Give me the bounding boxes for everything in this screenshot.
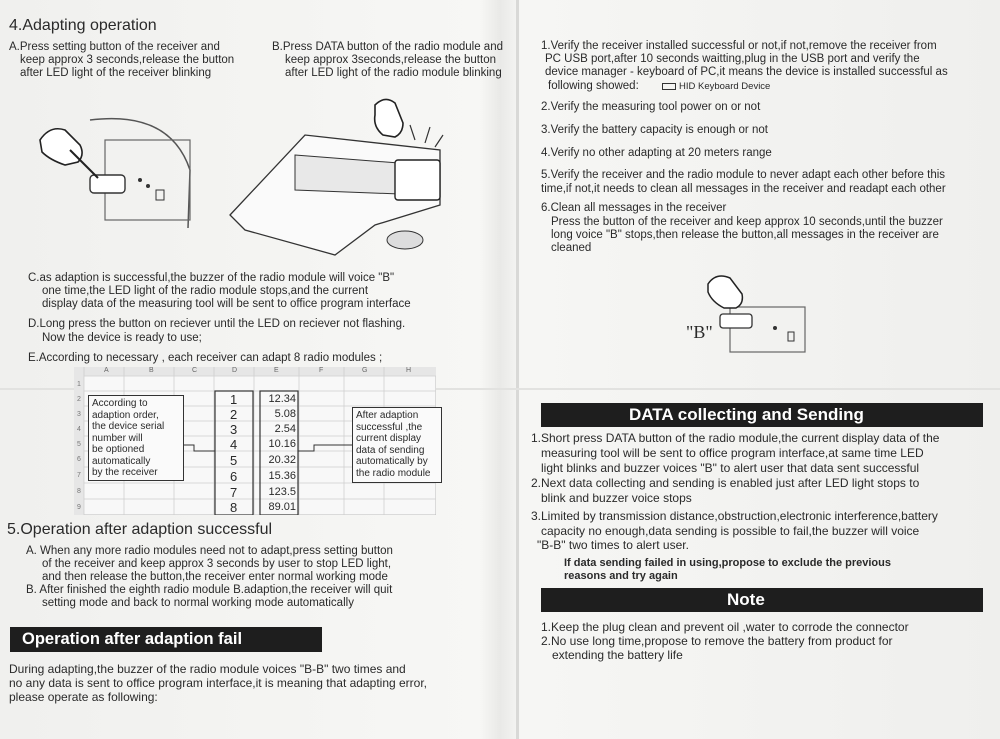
- hand-pointer-icon: [375, 99, 403, 137]
- hand-pointer-icon: [708, 276, 742, 308]
- verify-line: PC USB port,after 10 seconds waitting,plug in the USB port and verify the: [545, 53, 920, 65]
- note-line: the radio module: [356, 467, 431, 479]
- col-header: A: [104, 367, 109, 374]
- order-number: 2: [230, 407, 238, 422]
- data-line: capacity no enough,data sending is possible to fail,the buzzer will voice: [541, 524, 920, 538]
- row-header: 4: [77, 426, 81, 433]
- step-d-line: Now the device is ready to use;: [42, 332, 202, 344]
- section5-title: 5.Operation after adaption successful: [7, 521, 273, 538]
- data-line: 2.Next data collecting and sending is enabled just after LED light stops to: [531, 476, 920, 490]
- hid-label-text: HID Keyboard Device: [679, 81, 771, 92]
- step-c-line: C.as adaption is successful,the buzzer of the radio module will voice "B": [28, 272, 395, 284]
- step-d-line: D.Long press the button on reciever until the LED on reciever not flashing.: [28, 318, 406, 330]
- verify-2: 2.Verify the measuring tool power on or not: [541, 101, 761, 113]
- step-b-line: keep approx 3seconds,release the button: [285, 54, 496, 66]
- s5-line: B. After finished the eighth radio module B.adaption,the receiver will quit: [26, 584, 393, 596]
- clear-receiver-illustration: [680, 272, 810, 357]
- row-header: 6: [77, 456, 81, 463]
- note-line: automatically by: [356, 456, 428, 467]
- verify-line: 5.Verify the receiver and the radio module to never adapt each other before this: [541, 169, 946, 181]
- verify-line: following showed:: [548, 80, 639, 92]
- step-e: E.According to necessary , each receiver can adapt 8 radio modules ;: [28, 352, 383, 364]
- row-header: 1: [77, 381, 81, 388]
- data-line: 3.Limited by transmission distance,obstruction,electronic interference,battery: [531, 509, 938, 523]
- step-a-line: keep approx 3 seconds,release the button: [20, 54, 235, 66]
- receiver-dongle-icon: [720, 314, 752, 328]
- note-1: 1.Keep the plug clean and prevent oil ,water to corrode the connector: [541, 620, 909, 634]
- col-header: B: [149, 367, 154, 374]
- verify-line: Press the button of the receiver and keep approx 10 seconds,until the buzzer: [551, 216, 943, 228]
- s5-line: of the receiver and keep approx 3 seconds by user to stop LED light,: [42, 558, 392, 570]
- fail-line: please operate as following:: [9, 690, 158, 704]
- note-line: number will: [92, 432, 143, 444]
- warning-line: If data sending failed in using,propose to exclude the previous: [564, 557, 891, 569]
- data-line: "B-B" two times to alert user.: [537, 538, 689, 552]
- note-line: After adaption: [356, 410, 419, 421]
- note-line: extending the battery life: [552, 648, 683, 662]
- measured-value: 123.5: [268, 486, 296, 498]
- note-serial-number: [88, 395, 184, 481]
- fold-line-vertical: [516, 0, 519, 739]
- col-header: H: [406, 367, 412, 374]
- note-section-banner: [541, 588, 983, 612]
- s5-line: and then release the button,the receiver enter normal working mode: [42, 571, 388, 583]
- row-header: 7: [77, 472, 81, 479]
- fail-line: no any data is sent to office program interface,it is meaning that adapting error,: [9, 676, 428, 690]
- row-header: 5: [77, 441, 81, 448]
- data-line: blink and buzzer voice stops: [541, 491, 692, 505]
- note-line: adaption order,: [92, 409, 159, 421]
- note-line: According to: [92, 398, 148, 409]
- led-blink-icon: [410, 125, 443, 147]
- verify-line: time,if not,it needs to clean all messages in the receiver and readapt each other: [541, 183, 946, 195]
- step-a-line: after LED light of the receiver blinking: [20, 67, 212, 79]
- data-section-banner: [541, 403, 983, 427]
- row-header: 3: [77, 411, 81, 418]
- data-line: measuring tool will be sent to office program interface,at same time LED: [541, 446, 924, 460]
- receiver-dongle-icon: [90, 175, 125, 193]
- note-title: Note: [727, 590, 765, 609]
- s5-line: setting mode and back to normal working mode automatically: [42, 597, 354, 609]
- step-c-line: one time,the LED light of the radio module stops,and the current: [42, 285, 369, 297]
- fail-section-banner: [10, 627, 322, 652]
- col-header: E: [274, 367, 279, 374]
- data-line: light blinks and buzzer voices "B" to alert user that data sent successful: [541, 461, 920, 475]
- col-header: G: [362, 367, 368, 374]
- order-number: 5: [230, 453, 238, 468]
- fail-line: During adapting,the buzzer of the radio module voices "B-B" two times and: [9, 662, 406, 676]
- verify-line: device manager - keyboard of PC,it means the device is installed successful as: [545, 66, 948, 78]
- step-c-line: display data of the measuring tool will be sent to office program interface: [42, 298, 411, 310]
- note-line: automatically: [92, 455, 151, 467]
- keyboard-icon: [662, 83, 676, 90]
- verify-line: 1.Verify the receiver installed successful or not,if not,remove the receiver from: [541, 40, 937, 52]
- radio-module-icon: [395, 160, 440, 200]
- hid-device-label: [662, 81, 770, 94]
- data-line: 1.Short press DATA button of the radio module,the current display data of the: [531, 431, 940, 445]
- spreadsheet-example: [74, 367, 436, 515]
- measured-value: 89.01: [268, 501, 296, 513]
- col-header: D: [232, 367, 238, 374]
- step-a-line: A.Press setting button of the receiver and: [9, 41, 220, 53]
- note-line: the device serial: [92, 421, 165, 432]
- hand-pointer-icon: [40, 129, 82, 165]
- note-display-data: [352, 407, 442, 483]
- measured-value: 12.34: [268, 393, 296, 405]
- verify-line: 6.Clean all messages in the receiver: [541, 202, 727, 214]
- col-header: F: [319, 367, 324, 374]
- receiver-press-illustration: [20, 110, 205, 230]
- warning-line: reasons and try again: [564, 570, 678, 582]
- section4-title: 4.Adapting operation: [9, 17, 157, 34]
- note-line: data of sending: [356, 444, 425, 456]
- step-b-line: B.Press DATA button of the radio module and: [272, 41, 503, 53]
- measured-value: 10.16: [268, 438, 296, 450]
- verify-line: cleaned: [551, 242, 592, 254]
- fail-title: Operation after adaption fail: [22, 630, 243, 648]
- data-title: DATA collecting and Sending: [629, 405, 864, 424]
- order-number: 1: [230, 392, 238, 407]
- note-line: by the receiver: [92, 467, 158, 478]
- note-line: be optioned: [92, 444, 145, 455]
- row-header: 8: [77, 488, 81, 495]
- s5-line: A. When any more radio modules need not to adapt,press setting button: [26, 545, 393, 557]
- verify-4: 4.Verify no other adapting at 20 meters range: [541, 147, 772, 159]
- measured-value: 20.32: [268, 454, 296, 466]
- note-line: 2.No use long time,propose to remove the battery from product for: [541, 634, 893, 648]
- verify-line: long voice "B" stops,then release the button,all messages in the receiver are: [551, 229, 939, 241]
- caliper-module-illustration: [225, 95, 450, 270]
- col-header: C: [192, 367, 198, 374]
- row-header: 9: [77, 504, 81, 511]
- order-number: 4: [230, 437, 238, 452]
- battery-icon: [387, 231, 423, 249]
- order-number: 6: [230, 469, 238, 484]
- verify-3: 3.Verify the battery capacity is enough or not: [541, 124, 768, 136]
- row-header: 2: [77, 396, 81, 403]
- measured-value: 2.54: [274, 423, 296, 435]
- order-number: 8: [230, 500, 238, 515]
- order-number: 7: [230, 485, 238, 500]
- measured-value: 15.36: [268, 470, 296, 482]
- step-b-line: after LED light of the radio module blinking: [285, 67, 502, 79]
- note-line: successful ,the: [356, 421, 423, 433]
- note-line: current display: [356, 433, 422, 444]
- measured-value: 5.08: [274, 408, 296, 420]
- buzzer-b-label: "B": [686, 322, 713, 342]
- order-number: 3: [230, 422, 238, 437]
